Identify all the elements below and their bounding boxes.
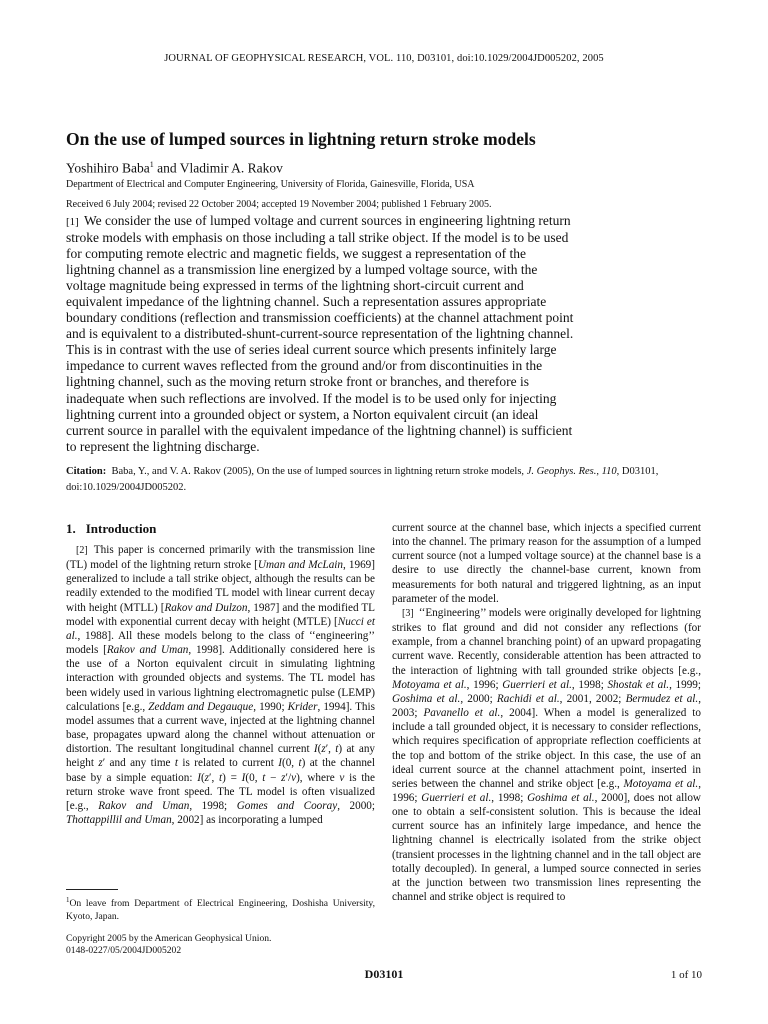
paragraph-marker: [2] (76, 545, 88, 556)
copyright-line: Copyright 2005 by the American Geophysical Union. (66, 933, 272, 944)
footnote (66, 894, 375, 923)
footnote-mark: 1 (149, 160, 154, 169)
paragraph-text: current source at the channel base, which injects a specified current into the channel. The primary reason for the assumption of a lumped current source (not a lumped voltage source) at the channel base is a desire to use directly the channel-base current, known from measurements for both natural and triggered lightning, as an input parameter of the model. (392, 522, 701, 605)
section-title: Introduction (85, 521, 157, 536)
author-name: and Vladimir A. Rakov (153, 160, 283, 176)
abstract-text: We consider the use of lumped voltage and current sources in engineering lightning return stroke models with emphasis on those including a tall strike object. If the model is to be used for computing remote electric and magnetic fields, we suggest a representation of the lightning channel as a transmission line energized by a lumped voltage source, with the voltage magnitude being expressed in terms of the lightning short-circuit current and equivalent impedance of the lightning channel. Such a representation assures appropriate boundary conditions (reflection and transmission coefficients) at the channel attachment point and is equivalent to a distributed-shunt-current-source representation of the lightning channel. This is in contrast with the use of series ideal current source which presents infinitely large impedance to current waves reflected from the ground and/or from discontinuities in the lightning channel, such as the moving return stroke front or branches, and therefore is inadequate when such reflections are involved. If the model is to be used only for injecting lightning current into a grounded object or system, a Norton equivalent circuit (an ideal current source in parallel with the equivalent impedance of the lightning channel) is sufficient to represent the lightning discharge. (66, 213, 574, 454)
abstract (66, 213, 576, 455)
section-number: 1. (66, 521, 76, 536)
issn-line: 0148-0227/05/2004JD005202 (66, 944, 182, 956)
copyright-notice (66, 933, 375, 956)
footnote-text: On leave from Department of Electrical Engineering, Doshisha University, Kyoto, Japan. (66, 898, 375, 922)
page-number: 1 of 10 (670, 969, 702, 981)
author-name: Yoshihiro Baba (66, 160, 150, 176)
section-heading (66, 521, 375, 537)
article-id: D03101 (364, 967, 404, 981)
citation-doi: D03101, doi:10.1029/2004JD005202. (66, 466, 659, 493)
left-column (66, 521, 375, 827)
citation-journal: J. Geophys. Res. (526, 466, 597, 477)
affiliation: Department of Electrical and Computer Engineering, University of Florida, Gainesville, Florida, USA (66, 179, 475, 190)
paragraph (66, 543, 375, 827)
citation-text: Baba, Y., and V. A. Rakov (2005), On the use of lumped sources in lightning return stroke models, (111, 466, 525, 477)
citation-volume: 110 (601, 466, 617, 477)
paragraph-marker: [3] (402, 607, 414, 619)
right-column (392, 521, 701, 904)
paragraph-text: ‘‘Engineering’’ models were originally developed for lightning strikes to flat ground and did not consider any reflections (for example, from a channel branching point) of an upward propagating current wave. Recently, considerable attention has been attracted to the interaction of lightning with tall grounded strike objects [e.g., Motoyama et al., 1996; Guerrieri et al., 1998; Shostak et al., 1999; Goshima et al., 2000; Rachidi et al., 2001, 2002; Bermudez et al., 2003; Pavanello et al., 2004]. When a model is generalized to include a tall grounded object, it is necessary to consider reflections, which requires specification of appropriate reflection coefficients at the top and bottom of the strike object. In this case, the use of an ideal current source at the channel attachment point, inserted in series between the channel and strike object [e.g., Motoyama et al., 1996; Guerrieri et al., 1998; Goshima et al., 2000], does not allow one to obtain a self-consistent solution. This is because the ideal current source has an infinitely large impedance, and hence the lightning channel is electrically isolated from the strike object (transient processes in the lightning channel and in the tall object are totally decoupled). In general, a lumped source connected in series at the junction between two transmission lines representing the channel and strike object is required to (392, 606, 702, 904)
author-line (66, 160, 706, 177)
citation: Citation: Baba, Y., and V. A. Rakov (2005), On the use of lumped sources in lightning return stroke models, J. Geophys. Res., 110, D03101, doi:10.1029/2004JD005202. (66, 466, 659, 493)
paragraph-text: This paper is concerned primarily with the transmission line (TL) model of the lightning return stroke [Uman and McLain, 1969] generalized to include a tall strike object, although the results can be readily extended to the modified TL model with linear current decay with height (MTLL) [Rakov and Dulzon, 1987] and the modified TL model with exponential current decay with height (MTLE) [Nucci et al., 1988]. All these models belong to the class of ‘‘engineering’’ models [Rakov and Uman, 1998]. Additionally considered here is the use of a Norton equivalent circuit in simulating lightning interaction with grounded objects and systems. The TL model has been widely used in various lightning electromagnetic pulse (LEMP) calculations [e.g., Zeddam and Degauque, 1990; Krider, 1994]. This model assumes that a current wave, injected at the lightning channel base, propagates upward along the channel without attenuation or distortion. The resultant longitudinal channel current I(z′, t) at any height z′ and any time t is related to current I(0, t) at the channel base by a simple equation: I(z′, t) = I(0, t − z′/v), where v is the return stroke wave front speed. The TL model is often visualized [e.g., Rakov and Uman, 1998; Gomes and Cooray, 2000; Thottappillil and Uman, 2002] as incorporating a lumped (66, 544, 376, 826)
paper-title: On the use of lumped sources in lightning return stroke models (66, 129, 536, 149)
footnote-mark: 1 (66, 896, 70, 904)
footnote-rule (66, 889, 118, 890)
running-head: JOURNAL OF GEOPHYSICAL RESEARCH, VOL. 110, D03101, doi:10.1029/2004JD005202, 2005 (164, 53, 604, 64)
paragraph-marker: [1] (66, 216, 79, 228)
publication-dates: Received 6 July 2004; revised 22 October 2004; accepted 19 November 2004; published 1 February 2005. (66, 199, 492, 210)
citation-label: Citation: (66, 466, 107, 477)
paragraph (392, 606, 701, 904)
paragraph (392, 521, 701, 606)
